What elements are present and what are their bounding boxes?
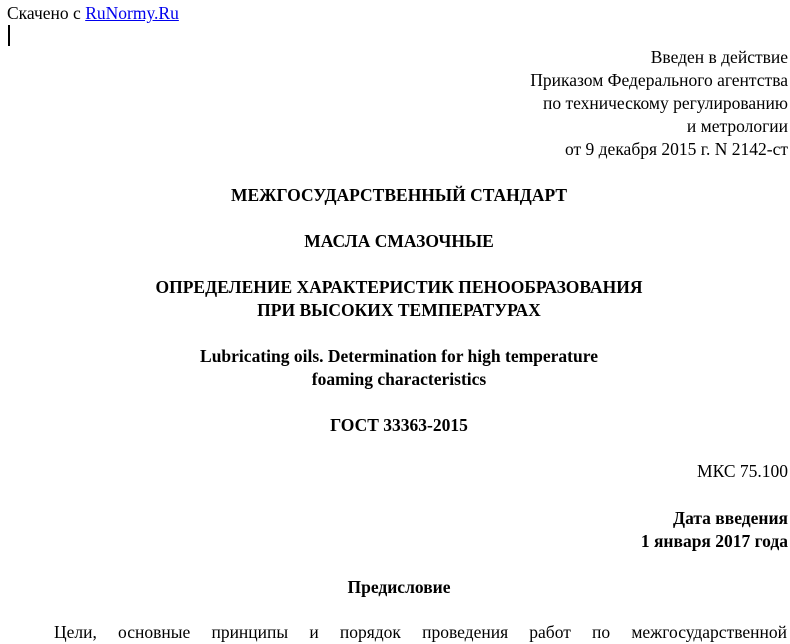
approval-line-2: Приказом Федерального агентства	[530, 70, 788, 90]
paragraph-text: Цели, основные принципы и порядок проведения работ по межгосударственной	[54, 622, 787, 642]
source-link[interactable]: RuNormy.Ru	[85, 3, 179, 23]
section-heading: Предисловие	[347, 577, 451, 597]
source-line	[7, 2, 179, 25]
gost-number: ГОСТ 33363-2015	[330, 415, 468, 435]
approval-line-3: по техническому регулированию	[542, 93, 788, 113]
approval-line-1: Введен в действие	[650, 47, 788, 67]
text-cursor	[8, 25, 10, 46]
english-title-line-2: foaming characteristics	[311, 369, 487, 389]
subtitle-line-2: ПРИ ВЫСОКИХ ТЕМПЕРАТУРАХ	[257, 300, 541, 320]
intro-date-label: Дата введения	[673, 508, 788, 528]
english-title-line-1: Lubricating oils. Determination for high temperature	[200, 346, 598, 366]
standard-type: МЕЖГОСУДАРСТВЕННЫЙ СТАНДАРТ	[230, 185, 568, 205]
approval-line-4: и метрологии	[686, 116, 788, 136]
source-prefix: Скачено с	[7, 3, 86, 23]
subtitle-line-1: ОПРЕДЕЛЕНИЕ ХАРАКТЕРИСТИК ПЕНООБРАЗОВАНИЯ	[155, 277, 643, 297]
approval-line-5: от 9 декабря 2015 г. N 2142-ст	[564, 139, 788, 159]
mks-code: МКС 75.100	[697, 461, 788, 481]
intro-date-value: 1 января 2017 года	[640, 531, 788, 551]
document-title: МАСЛА СМАЗОЧНЫЕ	[304, 231, 494, 251]
